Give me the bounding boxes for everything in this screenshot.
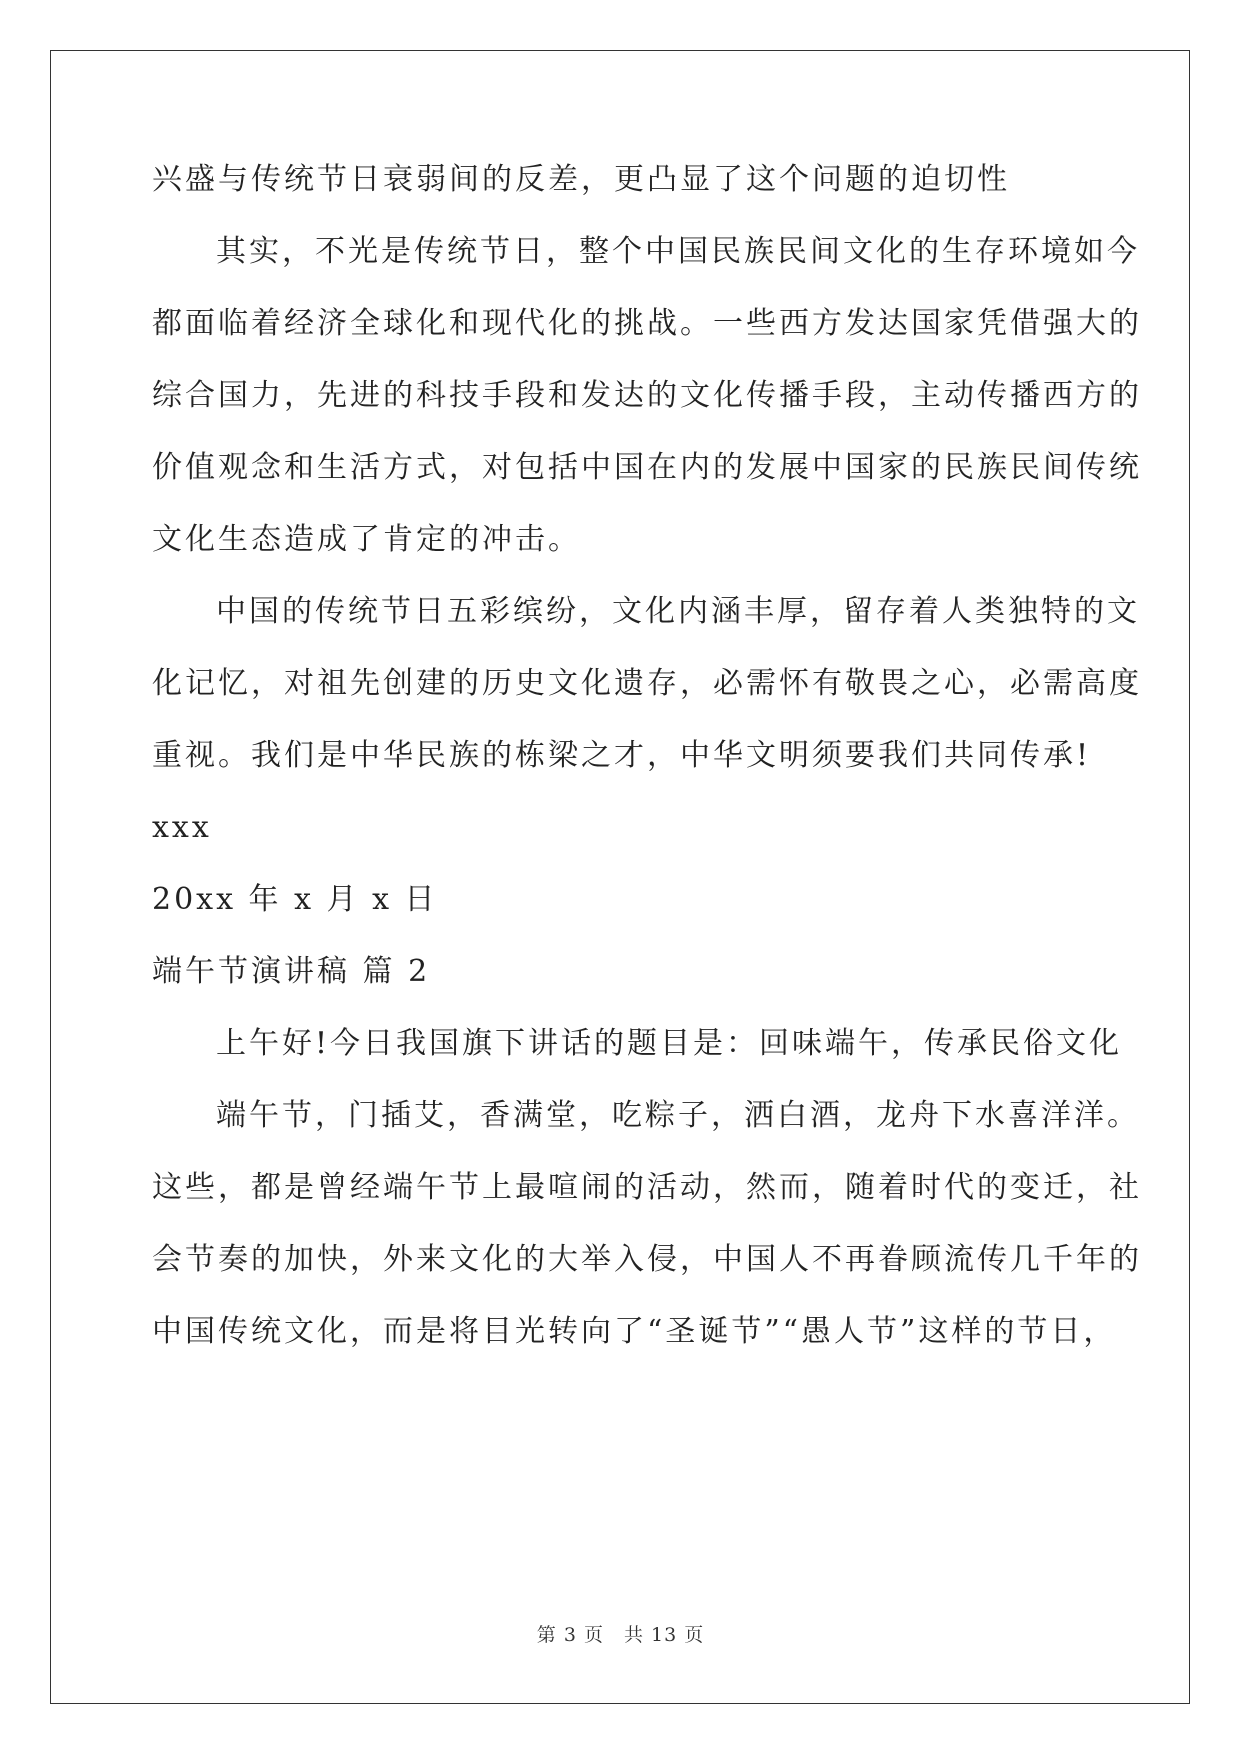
- signature-line: xxx: [152, 810, 212, 845]
- text-line: 价值观念和生活方式，对包括中国在内的发展中国家的民族民间传统: [152, 450, 1142, 485]
- text-line: 化记忆，对祖先创建的历史文化遗存，必需怀有敬畏之心，必需高度: [152, 666, 1142, 701]
- page-number-footer: 第 3 页 共 13 页: [536, 1624, 705, 1646]
- text-line: 上午好!今日我国旗下讲话的题目是：回味端午，传承民俗文化: [216, 1026, 1123, 1061]
- text-line: 中国的传统节日五彩缤纷，文化内涵丰厚，留存着人类独特的文: [216, 594, 1140, 629]
- text-line: 这些，都是曾经端午节上最喧闹的活动，然而，随着时代的变迁，社: [152, 1170, 1142, 1205]
- text-line: 其实，不光是传统节日，整个中国民族民间文化的生存环境如今: [216, 234, 1140, 269]
- text-line: 会节奏的加快，外来文化的大举入侵，中国人不再眷顾流传几千年的: [152, 1242, 1142, 1277]
- section-heading: 端午节演讲稿 篇 2: [152, 954, 431, 989]
- page-frame: [50, 50, 1190, 1704]
- text-line: 端午节，门插艾，香满堂，吃粽子，洒白酒，龙舟下水喜洋洋。: [216, 1098, 1140, 1133]
- text-line: 重视。我们是中华民族的栋梁之才，中华文明须要我们共同传承!: [152, 738, 1092, 773]
- text-line: 中国传统文化，而是将目光转向了“圣诞节”“愚人节”这样的节日，: [152, 1314, 1117, 1349]
- text-line: 文化生态造成了肯定的冲击。: [152, 522, 581, 557]
- text-line: 兴盛与传统节日衰弱间的反差，更凸显了这个问题的迫切性: [152, 162, 1010, 197]
- text-line: 都面临着经济全球化和现代化的挑战。一些西方发达国家凭借强大的: [152, 306, 1142, 341]
- text-line: 综合国力，先进的科技手段和发达的文化传播手段，主动传播西方的: [152, 378, 1142, 413]
- date-line: 20xx 年 x 月 x 日: [152, 882, 438, 917]
